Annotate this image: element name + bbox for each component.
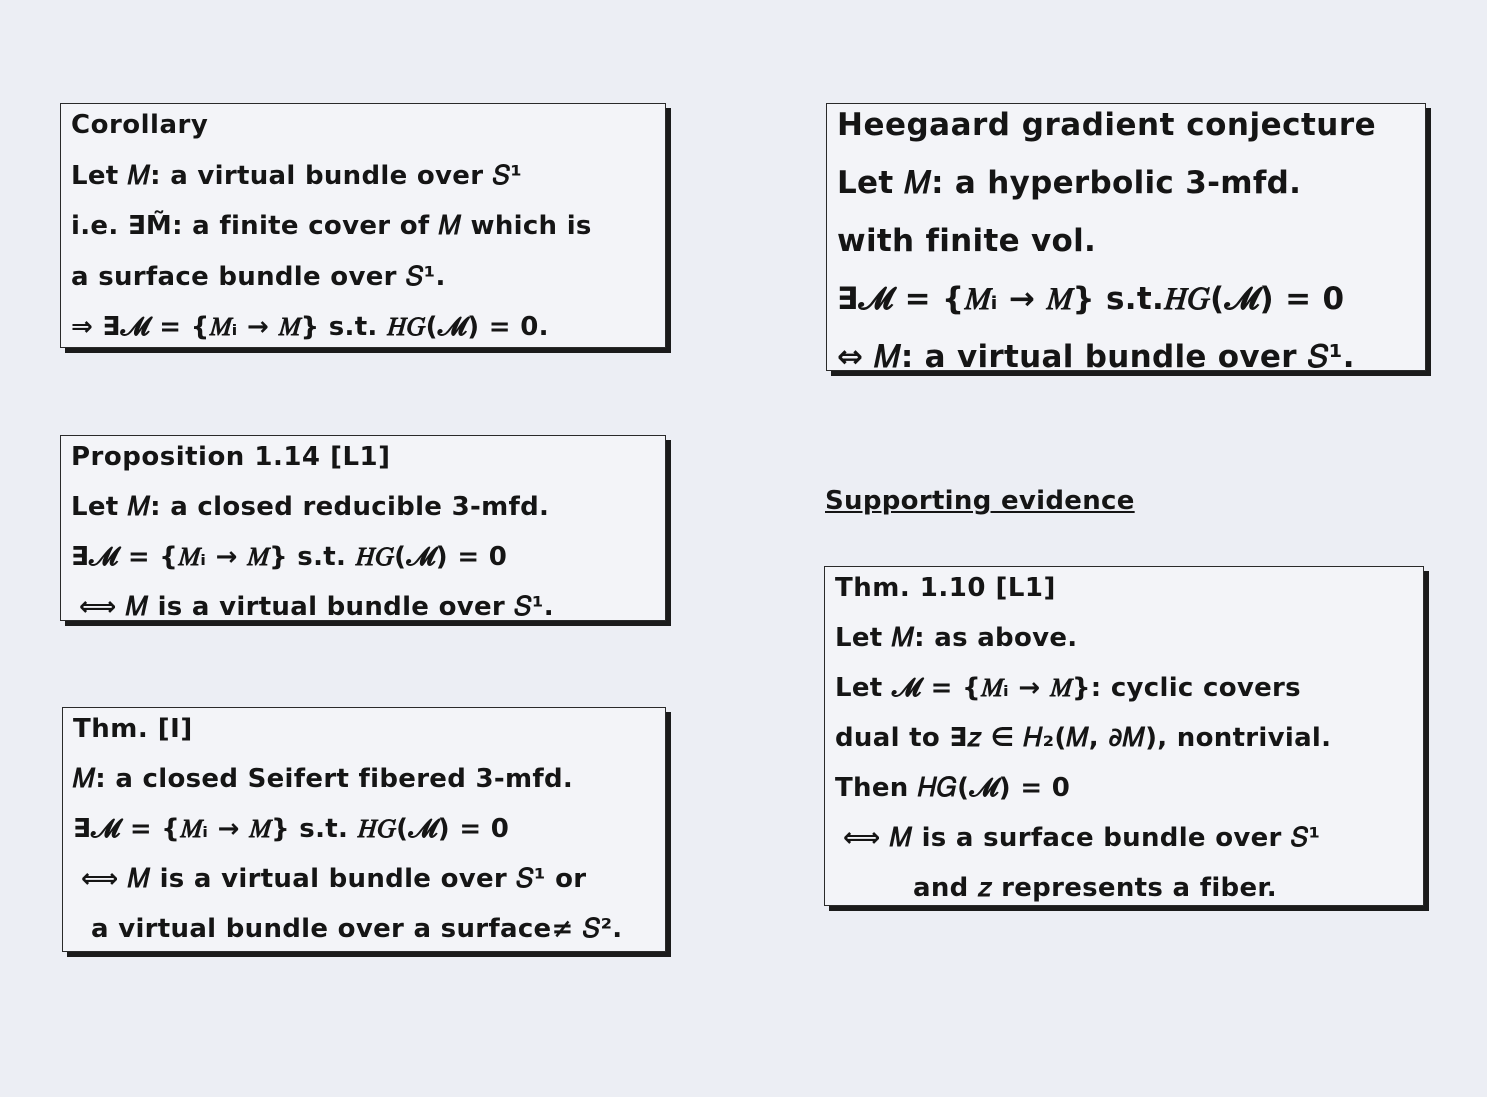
supporting-evidence-heading: Supporting evidence [825, 486, 1135, 516]
theorem-1-10-title: Thm. 1.10 [L1] [835, 573, 1056, 603]
theorem-1-10-line-1: Let 𝑀: as above. [835, 623, 1078, 653]
proposition-line-1: Let 𝑀: a closed reducible 3-mfd. [71, 492, 550, 522]
heegaard-line-1: Let 𝑀: a hyperbolic 3-mfd. [837, 165, 1302, 201]
corollary-title: Corollary [71, 110, 209, 140]
theorem-i-line-2: ∃𝓜 = {𝑀ᵢ → 𝑀} s.t. 𝐻𝐺(𝓜) = 0 [73, 814, 510, 844]
corollary-line-1: Let 𝑀: a virtual bundle over 𝑆¹ [71, 160, 523, 191]
theorem-1-10-line-2: Let 𝓜 = {𝑀ᵢ → 𝑀}: cyclic covers [835, 673, 1301, 703]
heegaard-line-2: with finite vol. [837, 223, 1097, 259]
heegaard-line-4: ⇔ 𝑀: a virtual bundle over 𝑆¹. [837, 339, 1355, 375]
proposition-line-2: ∃𝓜 = {𝑀ᵢ → 𝑀} s.t. 𝐻𝐺(𝓜) = 0 [71, 542, 508, 572]
theorem-1-10-line-6: and 𝑧 represents a fiber. [913, 873, 1277, 903]
theorem-i-line-4: a virtual bundle over a surface≠ 𝑆². [91, 914, 623, 944]
corollary-line-4: ⇒ ∃𝓜 = {𝑀ᵢ → 𝑀} s.t. 𝐻𝐺(𝓜) = 0. [71, 312, 549, 342]
theorem-1-10-line-4: Then 𝐻𝐺(𝓜) = 0 [835, 773, 1071, 803]
heegaard-title: Heegaard gradient conjecture [837, 107, 1377, 143]
corollary-line-2: i.e. ∃M̃: a finite cover of 𝑀 which is [71, 211, 592, 241]
corollary-line-3: a surface bundle over 𝑆¹. [71, 261, 446, 292]
corollary-box [60, 103, 666, 348]
theorem-i-line-3: ⟺ 𝑀 is a virtual bundle over 𝑆¹ or [81, 864, 587, 894]
proposition-title: Proposition 1.14 [L1] [71, 442, 391, 472]
theorem-i-line-1: 𝑀: a closed Seifert fibered 3-mfd. [73, 764, 574, 794]
theorem-1-10-line-5: ⟺ 𝑀 is a surface bundle over 𝑆¹ [843, 823, 1321, 853]
theorem-i-box [62, 707, 666, 952]
heegaard-conjecture-box [826, 103, 1426, 375]
theorem-i-title: Thm. [I] [73, 714, 193, 744]
theorem-1-10-box [824, 566, 1424, 906]
heegaard-line-3: ∃𝓜 = {𝑀ᵢ → 𝑀} s.t.𝐻𝐺(𝓜) = 0 [837, 281, 1345, 317]
proposition-box [60, 435, 666, 621]
theorem-1-10-line-3: dual to ∃𝑧 ∈ 𝐻₂(𝑀, ∂𝑀), nontrivial. [835, 723, 1332, 753]
proposition-line-3: ⟺ 𝑀 is a virtual bundle over 𝑆¹. [79, 592, 554, 622]
